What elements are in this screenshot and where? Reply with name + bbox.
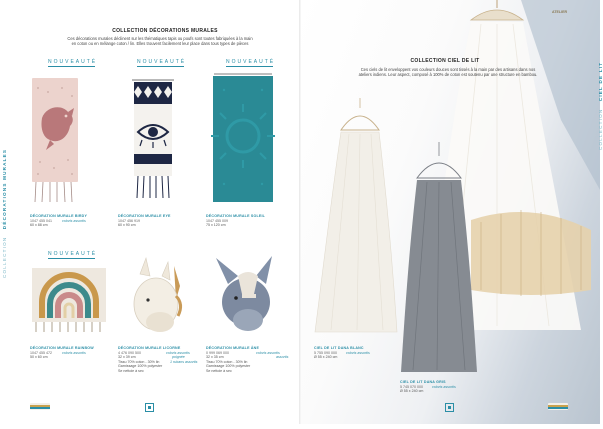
qr-code-icon[interactable]	[145, 403, 154, 412]
caption-note-2: assortis	[276, 355, 289, 360]
caption-licorne	[118, 346, 204, 374]
page-title-left: COLLECTION DÉCORATIONS MURALES	[112, 28, 218, 34]
caption-size: 60 x 90 cm	[118, 223, 136, 228]
product-image-licorne	[118, 256, 194, 336]
caption-ref: 1047 455 041	[30, 218, 52, 223]
caption-size: 32 x 39 cm	[118, 355, 136, 360]
side-tab-bold: CIEL DE LIT	[598, 61, 603, 102]
caption-note-3: 1 rubans assortis	[170, 359, 198, 364]
caption-note: coloris assortis	[62, 218, 86, 223]
caption-ref: 5 745 070 000	[400, 384, 423, 389]
caption-filling: Garnissage 100% polyester	[118, 364, 163, 369]
nouveaute-label-1: NOUVEAUTÉ	[48, 59, 98, 65]
side-tab-light: COLLECTION	[598, 108, 603, 150]
brand-logo-right	[548, 403, 568, 410]
intro-right-line-1: Ces ciels de lit enveloppent vos couleurs douces sont tissés à la main par des artisans dans nos	[360, 67, 536, 72]
brand-logo-left	[30, 403, 50, 410]
caption-ref: 1047 455 009	[206, 218, 228, 223]
caption-ane	[206, 346, 292, 374]
caption-note: coloris assortis	[166, 350, 190, 355]
intro-left-line-2: en coton ou en mélange coton / lin. Elles trouvent facilement leur place dans tous types de pièces	[71, 41, 249, 47]
caption-name: DÉCORATION MURALE SOLEIL	[206, 214, 266, 218]
caption-note: coloris assortis	[346, 350, 370, 355]
caption-name: DÉCORATION MURALE BIRDY	[30, 214, 88, 218]
caption-rainbow	[30, 346, 120, 360]
product-image-birdy	[28, 78, 82, 206]
caption-name: CIEL DE LIT DANA GRIS	[400, 380, 446, 384]
caption-ref: 0 999 069 000	[206, 350, 229, 355]
caption-note: coloris assortis	[256, 350, 280, 355]
caption-size: 50 x 60 cm	[30, 355, 48, 360]
side-tab-decorations	[2, 148, 7, 278]
caption-name: DÉCORATION MURALE RAINBOW	[30, 346, 94, 350]
intro-left	[40, 36, 280, 47]
caption-care: Se nettoie à sec	[118, 368, 144, 373]
product-image-ane	[208, 254, 284, 336]
page-title-right: COLLECTION CIEL DE LIT	[410, 58, 480, 64]
intro-right-line-2: ateliers indiens. Leur aspect, composé à 100% de coton est soutenu par une structure en bambou.	[358, 72, 538, 78]
caption-note: coloris assortis	[432, 384, 456, 389]
caption-canopy-grey	[400, 380, 490, 394]
caption-name: CIEL DE LIT DANA BLANC	[314, 346, 364, 350]
caption-ref: 5 755 090 000	[314, 350, 337, 355]
caption-size: 75 x 120 cm	[206, 223, 226, 228]
caption-note: coloris assortis	[62, 350, 86, 355]
product-image-eye	[126, 78, 180, 206]
side-tab-light: COLLECTION	[2, 236, 7, 278]
intro-right	[330, 67, 566, 78]
caption-size: Ø 55 x 240 cm	[400, 389, 424, 394]
caption-size: Ø 55 x 240 cm	[314, 355, 338, 360]
nouveaute-label-2: NOUVEAUTÉ	[137, 59, 187, 65]
nouveaute-label-3: NOUVEAUTÉ	[226, 59, 276, 65]
qr-code-icon-right[interactable]	[445, 403, 454, 412]
side-tab-bold: DÉCORATIONS MURALES	[2, 148, 7, 230]
caption-name: DÉCORATION MURALE LICORNE	[118, 346, 181, 350]
intro-left-line-1: Ces décorations murales déclinent sur les thématiques tapis ou poufs sont toutes fabriquées à la main	[67, 36, 253, 41]
caption-size: 32 x 35 cm	[206, 355, 224, 360]
side-tab-ciel-de-lit	[598, 61, 603, 150]
caption-ref: 1047 455 472	[30, 350, 52, 355]
caption-soleil	[206, 214, 286, 228]
caption-filling: Garnissage 100% polyester	[206, 364, 251, 369]
caption-ref: 1047 456 919	[118, 218, 140, 223]
brand-mark: ATELIER	[552, 10, 568, 14]
caption-size: 60 x 88 cm	[30, 223, 48, 228]
caption-material: Tissu 70% coton - 30% lin	[118, 359, 160, 364]
caption-ref: 4 476 090 500	[118, 350, 141, 355]
caption-material: Tissu 70% coton - 30% lin	[206, 359, 248, 364]
caption-name: DÉCORATION MURALE ÂNE	[206, 346, 260, 350]
caption-canopy-white	[314, 346, 404, 360]
nouveaute-label-4: NOUVEAUTÉ	[48, 251, 98, 257]
caption-name: DÉCORATION MURALE EYE	[118, 214, 171, 218]
caption-care: Se nettoie à sec	[206, 368, 232, 373]
product-image-soleil	[208, 72, 278, 208]
caption-eye	[118, 214, 198, 228]
caption-note-2: poignée	[172, 355, 185, 360]
product-image-rainbow	[30, 264, 108, 334]
caption-birdy	[30, 214, 120, 228]
